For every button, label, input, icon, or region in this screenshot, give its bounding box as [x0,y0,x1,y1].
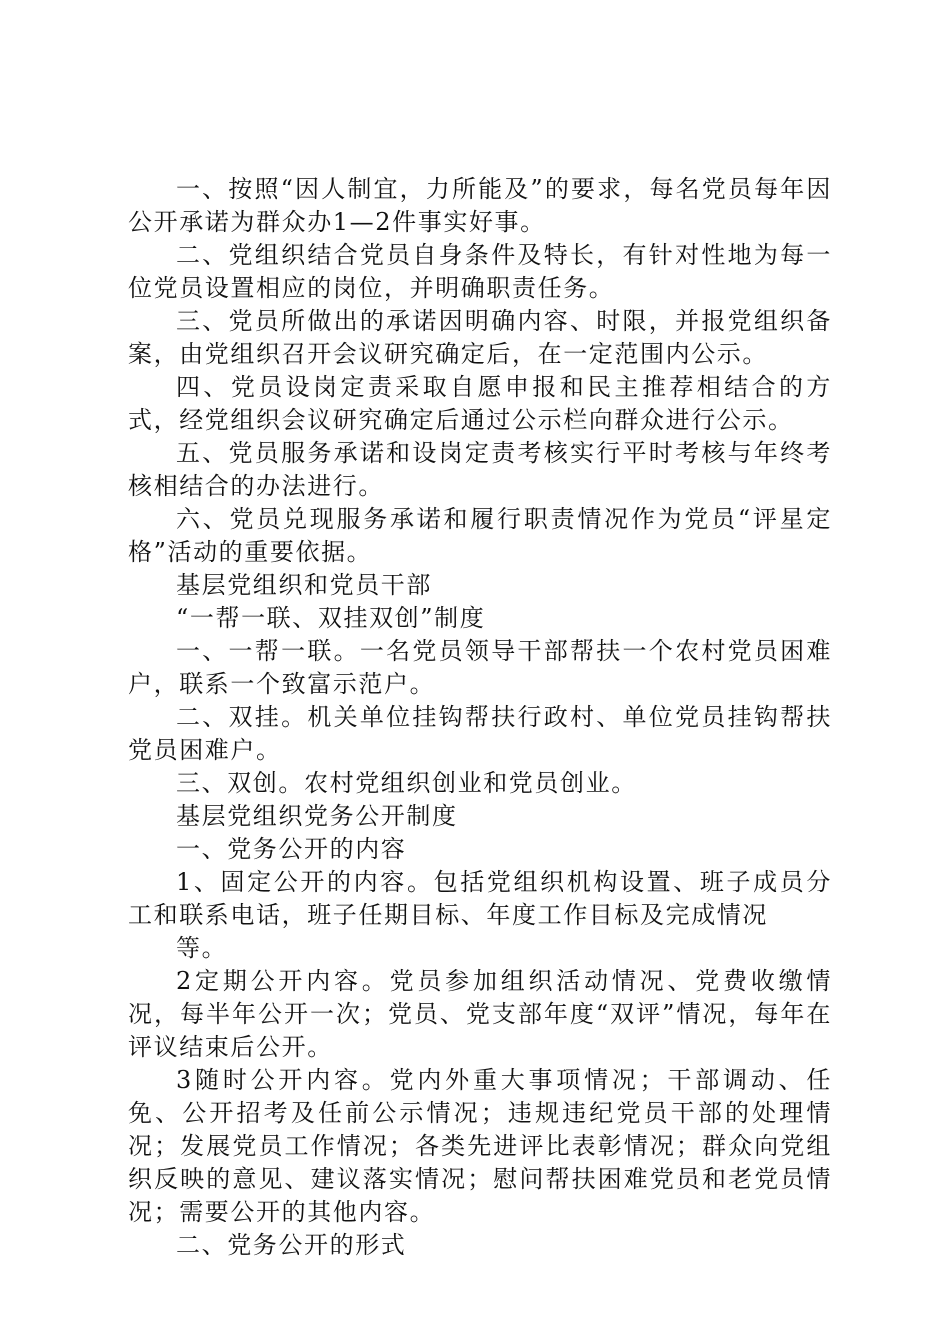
section-heading-3: 基层党组织党务公开制度 [176,802,458,830]
subheading-2: 二、党务公开的形式 [176,1231,407,1259]
paragraph-4: 四、党员设岗定责采取自愿申报和民主推荐相结合的方式，经党组织会议研究确定后通过公示栏向群众进行公示。 [128,373,832,434]
paragraph-2: 二、党组织结合党员自身条件及特长，有针对性地为每一位党员设置相应的岗位，并明确职责任务。 [128,241,832,302]
paragraph-12: 2定期公开内容。党员参加组织活动情况、党费收缴情况，每半年公开一次；党员、党支部年度“双评”情况，每年在评议结束后公开。 [128,967,832,1061]
paragraph-13: 3随时公开内容。党内外重大事项情况；干部调动、任免、公开招考及任前公示情况；违规违纪党员干部的处理情况；发展党员工作情况；各类先进评比表彰情况；群众向党组织反映的意见、建议落实情况；慰问帮扶困难党员和老党员情况；需要公开的其他内容。 [128,1066,832,1226]
paragraph-3: 三、党员所做出的承诺因明确内容、时限，并报党组织备案，由党组织召开会议研究确定后，在一定范围内公示。 [128,307,832,368]
paragraph-10: 1、固定公开的内容。包括党组织机构设置、班子成员分工和联系电话，班子任期目标、年度工作目标及完成情况 [128,868,832,929]
paragraph-5: 五、党员服务承诺和设岗定责考核实行平时考核与年终考核相结合的办法进行。 [128,439,832,500]
document-body [128,173,832,1262]
paragraph-7: 一、一帮一联。一名党员领导干部帮扶一个农村党员困难户，联系一个致富示范户。 [128,637,832,698]
paragraph-9: 三、双创。农村党组织创业和党员创业。 [176,769,637,797]
section-heading-2: “一帮一联、双挂双创”制度 [176,604,486,632]
paragraph-1: 一、按照“因人制宜，力所能及”的要求，每名党员每年因公开承诺为群众办1—2件事实好事。 [128,175,832,236]
paragraph-11: 等。 [176,934,228,962]
section-heading-1: 基层党组织和党员干部 [176,571,432,599]
paragraph-8: 二、双挂。机关单位挂钩帮扶行政村、单位党员挂钩帮扶党员困难户。 [128,703,832,764]
paragraph-6: 六、党员兑现服务承诺和履行职责情况作为党员“评星定格”活动的重要依据。 [128,505,832,566]
subheading-1: 一、党务公开的内容 [176,835,407,863]
